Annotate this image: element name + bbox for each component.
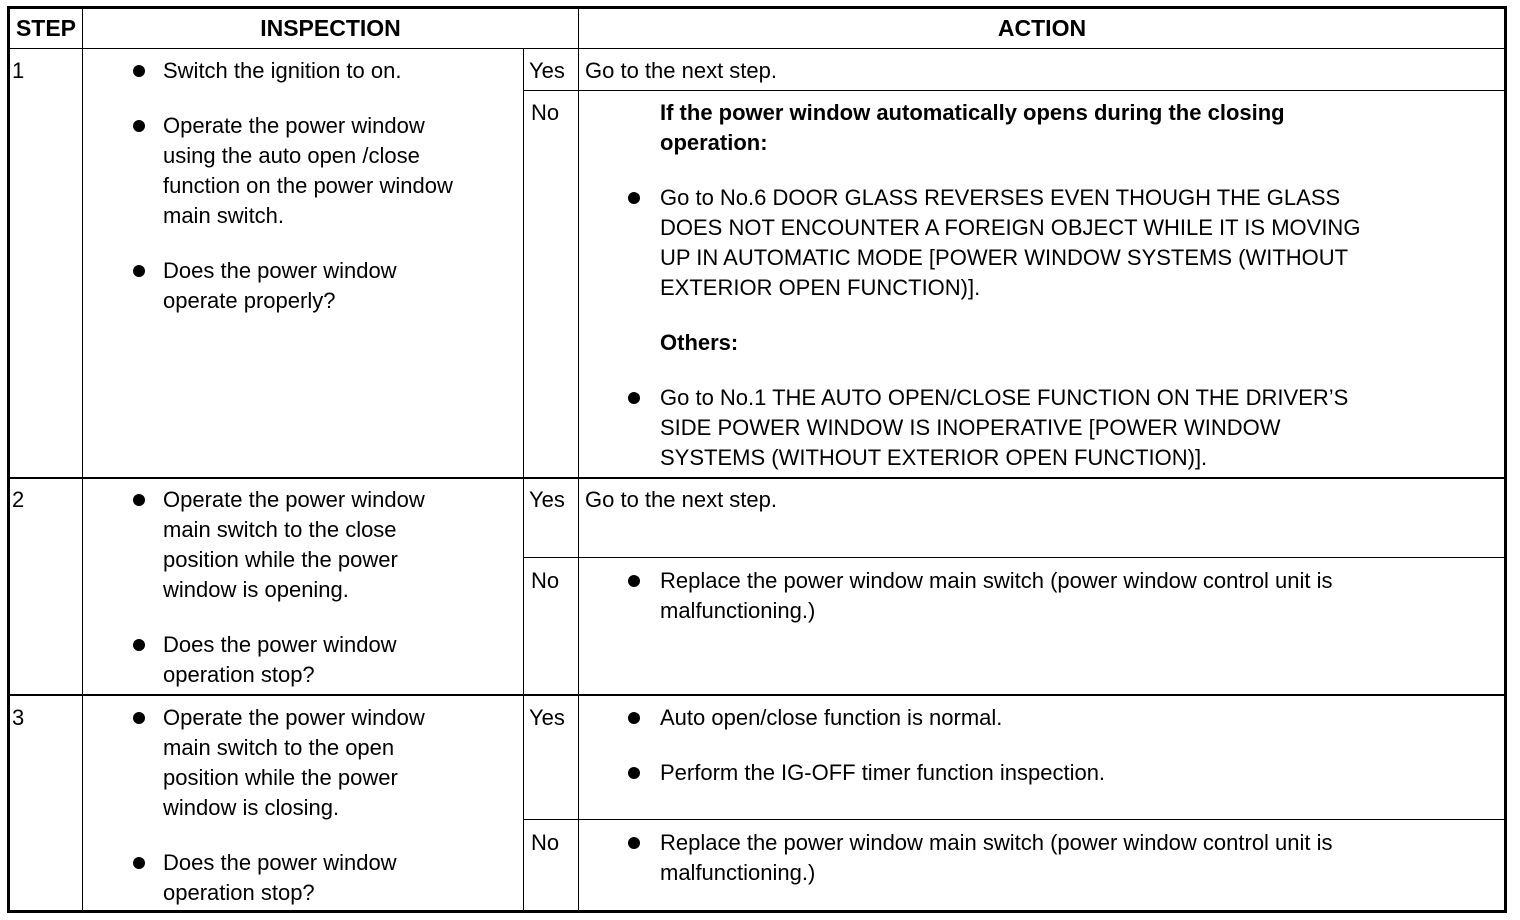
no-action-item: UP IN AUTOMATIC MODE [POWER WINDOW SYSTEMS (WITHOUT (660, 245, 1349, 270)
yes-label: Yes (529, 487, 565, 512)
header-divider (7, 48, 1507, 49)
no-action-item: Go to No.6 DOOR GLASS REVERSES EVEN THOUGH THE GLASS (660, 185, 1341, 210)
inspection-item: Switch the ignition to on. (163, 58, 402, 83)
inspection-item: Operate the power window (163, 487, 425, 512)
no-action-item: SIDE POWER WINDOW IS INOPERATIVE [POWER WINDOW (660, 415, 1281, 440)
inspection-item: operate properly? (163, 288, 336, 313)
no-action-item: malfunctioning.) (660, 860, 816, 885)
no-action-item: SYSTEMS (WITHOUT EXTERIOR OPEN FUNCTION)]. (660, 445, 1208, 470)
bullet-icon (628, 575, 640, 587)
step-number: 2 (12, 487, 25, 512)
row-divider-1 (7, 477, 1507, 479)
no-action-item: Replace the power window main switch (power window control unit is (660, 830, 1333, 855)
row-divider-2 (7, 694, 1507, 696)
inspection-item: position while the power (163, 547, 398, 572)
inspection-item: Operate the power window (163, 113, 425, 138)
inspection-item: operation stop? (163, 880, 315, 905)
inspection-item: window is closing. (163, 795, 340, 820)
yes-no-divider-1 (523, 90, 1507, 91)
inspection-item: main switch to the open (163, 735, 395, 760)
no-label: No (531, 830, 560, 855)
no-action-item: malfunctioning.) (660, 598, 816, 623)
yes-label: Yes (529, 705, 565, 730)
inspection-item: Does the power window (163, 632, 397, 657)
inspection-item: main switch. (163, 203, 285, 228)
bullet-icon (133, 712, 145, 724)
no-label: No (531, 568, 560, 593)
no-action-item: Replace the power window main switch (power window control unit is (660, 568, 1333, 593)
yes-action: Auto open/close function is normal. (660, 705, 1003, 730)
bullet-icon (628, 712, 640, 724)
bullet-icon (133, 639, 145, 651)
header-action: ACTION (997, 15, 1087, 41)
step-column-divider (82, 6, 83, 913)
table-border-right (1504, 6, 1507, 913)
inspection-item: function on the power window (163, 173, 453, 198)
header-step: STEP (15, 15, 77, 41)
yesno-column-divider (523, 48, 524, 913)
inspection-item: position while the power (163, 765, 398, 790)
action-column-divider (578, 6, 579, 913)
inspection-item: Operate the power window (163, 705, 425, 730)
bullet-icon (133, 857, 145, 869)
bullet-icon (628, 192, 640, 204)
bullet-icon (133, 65, 145, 77)
yes-action: Perform the IG-OFF timer function inspection. (660, 760, 1106, 785)
no-action-heading: operation: (660, 130, 768, 155)
yes-action: Go to the next step. (585, 487, 778, 512)
bullet-icon (628, 837, 640, 849)
no-action-heading: Others: (660, 330, 739, 355)
inspection-item: window is opening. (163, 577, 349, 602)
step-number: 1 (12, 58, 25, 83)
bullet-icon (133, 494, 145, 506)
inspection-item: Does the power window (163, 850, 397, 875)
bullet-icon (628, 767, 640, 779)
yes-label: Yes (529, 58, 565, 83)
no-action-item: EXTERIOR OPEN FUNCTION)]. (660, 275, 981, 300)
no-action-item: Go to No.1 THE AUTO OPEN/CLOSE FUNCTION ON THE DRIVER’S (660, 385, 1349, 410)
inspection-item: main switch to the close (163, 517, 397, 542)
step-number: 3 (12, 705, 25, 730)
table-border-top (7, 6, 1507, 9)
table-border-bottom (7, 910, 1507, 913)
inspection-item: operation stop? (163, 662, 315, 687)
no-action-heading: If the power window automatically opens during the closing (660, 100, 1285, 125)
no-action-item: DOES NOT ENCOUNTER A FOREIGN OBJECT WHILE IT IS MOVING (660, 215, 1361, 240)
no-label: No (531, 100, 560, 125)
yes-no-divider-3 (523, 819, 1507, 820)
header-inspection: INSPECTION (260, 15, 401, 41)
bullet-icon (133, 265, 145, 277)
inspection-item: using the auto open /close (163, 143, 420, 168)
bullet-icon (133, 120, 145, 132)
table-border-left (7, 6, 10, 913)
inspection-item: Does the power window (163, 258, 397, 283)
yes-no-divider-2 (523, 557, 1507, 558)
bullet-icon (628, 392, 640, 404)
yes-action: Go to the next step. (585, 58, 778, 83)
